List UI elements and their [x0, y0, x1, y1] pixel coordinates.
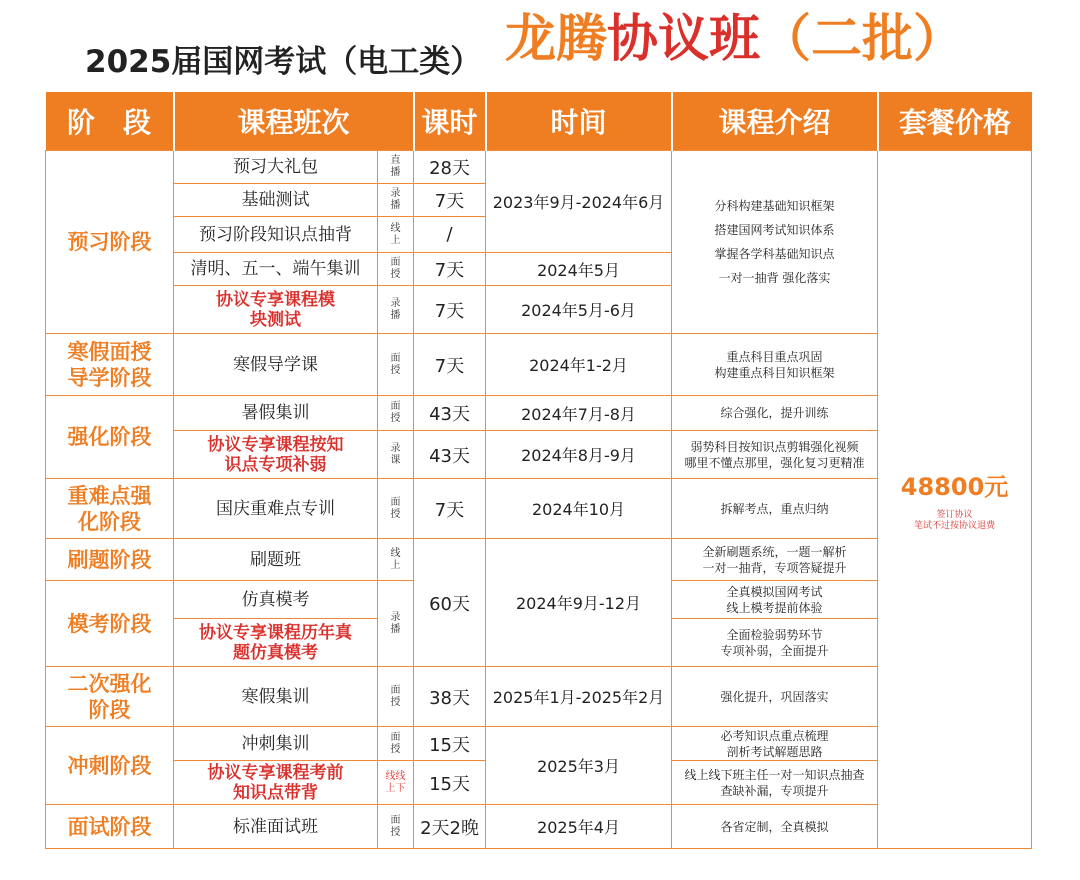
intro-cell: [672, 581, 878, 619]
time-cell: 2024年10月: [486, 479, 672, 539]
course-cell: 清明、五一、端午集训: [174, 253, 378, 286]
course-cell: 仿真模考: [174, 581, 378, 619]
mode-cell: 面授: [378, 805, 414, 849]
hours-cell: 2天2晚: [414, 805, 486, 849]
intro-cell: [672, 667, 878, 727]
page-title: 2025届国网考试（电工类）: [85, 44, 482, 80]
intro-cell: [672, 727, 878, 761]
course-cell-highlight: 协议专享课程模块测试: [174, 286, 378, 334]
course-cell: 标准面试班: [174, 805, 378, 849]
intro-line: 全新刷题系统，一题一解析: [702, 544, 847, 559]
time-cell: 2024年9月-12月: [486, 539, 672, 667]
course-table: [45, 92, 1032, 849]
stage-cell: [46, 334, 174, 396]
mode-cell: 线上: [378, 217, 414, 253]
intro-line: 全真模拟国网考试: [726, 584, 823, 599]
intro-line: 全面检验弱势环节: [726, 627, 823, 642]
stage-cell: [46, 151, 174, 334]
hours-cell: 7天: [414, 479, 486, 539]
mode-cell: 面授: [378, 334, 414, 396]
hours-cell: 15天: [414, 727, 486, 761]
intro-line: 分科构建基础知识框架: [714, 199, 835, 213]
header-intro: 课程介绍: [672, 92, 878, 151]
time-cell: 2024年8月-9月: [486, 431, 672, 479]
intro-line: 剖析考试解题思路: [726, 744, 823, 759]
hours-cell: 7天: [414, 286, 486, 334]
stage-cell: [46, 667, 174, 727]
intro-line: 必考知识点重点梳理: [720, 728, 829, 743]
stage-label: 面试阶段: [67, 814, 152, 839]
intro-line: 拆解考点，重点归纳: [720, 501, 829, 516]
course-cell-highlight: 协议专享课程历年真题仿真模考: [174, 619, 378, 667]
course-cell: 冲刺集训: [174, 727, 378, 761]
stage-label: 模考阶段: [67, 611, 152, 636]
time-cell: 2025年1月-2025年2月: [486, 667, 672, 727]
table-row: [46, 151, 1032, 184]
title-accent-part2: 协议班: [607, 10, 761, 69]
intro-line: 重点科目重点巩固: [726, 349, 823, 364]
intro-cell: [672, 396, 878, 431]
intro-cell: [672, 151, 878, 334]
intro-line: 强化提升，巩固落实: [720, 689, 829, 704]
mode-cell: 面授: [378, 667, 414, 727]
stage-label: 二次强化阶段: [67, 671, 152, 722]
intro-line: 综合强化，提升训练: [720, 406, 829, 420]
stage-cell: [46, 581, 174, 667]
intro-line: 各省定制，全真模拟: [720, 819, 829, 834]
course-cell: 预习阶段知识点抽背: [174, 217, 378, 253]
intro-line: 哪里不懂点那里，强化复习更精准: [684, 455, 865, 470]
stage-label: 冲刺阶段: [67, 753, 152, 778]
intro-line: 一对一抽背 强化落实: [718, 271, 831, 285]
intro-line: 构建重点科目知识框架: [714, 365, 835, 380]
page-title-accent: [505, 10, 964, 70]
course-cell: 暑假集训: [174, 396, 378, 431]
header-price: 套餐价格: [878, 92, 1032, 151]
time-cell: 2024年7月-8月: [486, 396, 672, 431]
price-note-1: 签订协议: [936, 510, 973, 520]
stage-cell: [46, 805, 174, 849]
table-header-row: [46, 92, 1032, 151]
hours-cell: 43天: [414, 396, 486, 431]
stage-label: 刷题阶段: [67, 547, 152, 572]
mode-cell: 录播: [378, 286, 414, 334]
course-cell: 预习大礼包: [174, 151, 378, 184]
course-cell-highlight: 协议专享课程按知识点专项补弱: [174, 431, 378, 479]
hours-cell: 28天: [414, 151, 486, 184]
mode-cell: 录播: [378, 184, 414, 217]
stage-label: 强化阶段: [67, 425, 152, 449]
intro-line: 弱势科目按知识点剪辑强化视频: [690, 439, 859, 454]
time-cell: 2024年5月: [486, 253, 672, 286]
time-cell: 2025年4月: [486, 805, 672, 849]
stage-label: 寒假面授导学阶段: [67, 339, 152, 390]
stage-cell: [46, 479, 174, 539]
mode-cell: 面授: [378, 727, 414, 761]
title-accent-part1: 龙腾: [505, 10, 608, 69]
hours-cell: /: [414, 217, 486, 253]
header-stage: 阶 段: [46, 92, 174, 151]
intro-cell: [672, 334, 878, 396]
header-course: 课程班次: [174, 92, 414, 151]
hours-cell: 7天: [414, 184, 486, 217]
mode-cell: 直播: [378, 151, 414, 184]
hours-cell: 38天: [414, 667, 486, 727]
hours-cell: 60天: [414, 539, 486, 667]
stage-cell: [46, 396, 174, 479]
stage-label: 重难点强化阶段: [67, 483, 152, 534]
intro-line: 掌握各学科基础知识点: [714, 247, 835, 261]
price-note-2: 笔试不过按协议退费: [914, 521, 996, 531]
course-cell: 寒假导学课: [174, 334, 378, 396]
hours-cell: 15天: [414, 761, 486, 805]
intro-cell: [672, 761, 878, 805]
title-accent-part3: （二批）: [760, 10, 965, 69]
mode-cell: 线上: [378, 539, 414, 581]
intro-line: 专项补弱，全面提升: [720, 643, 829, 658]
hours-cell: 7天: [414, 334, 486, 396]
time-cell: 2023年9月-2024年6月: [486, 151, 672, 253]
mode-cell: 面授: [378, 479, 414, 539]
intro-line: 线上线下班主任一对一知识点抽查: [684, 767, 865, 782]
intro-cell: [672, 805, 878, 849]
intro-cell: [672, 431, 878, 479]
stage-cell: [46, 727, 174, 805]
mode-cell: 录课: [378, 431, 414, 479]
mode-cell: 面授: [378, 253, 414, 286]
hours-cell: 43天: [414, 431, 486, 479]
intro-cell: [672, 479, 878, 539]
time-cell: 2024年1-2月: [486, 334, 672, 396]
intro-line: 线上模考提前体验: [726, 600, 823, 615]
intro-line: 搭建国网考试知识体系: [714, 223, 835, 237]
intro-cell: [672, 539, 878, 581]
time-cell: 2025年3月: [486, 727, 672, 805]
header-hours: 课时: [414, 92, 486, 151]
mode-cell: 录播: [378, 581, 414, 667]
course-cell: 国庆重难点专训: [174, 479, 378, 539]
stage-label: 预习阶段: [67, 230, 152, 254]
course-cell: 刷题班: [174, 539, 378, 581]
intro-line: 查缺补漏，专项提升: [720, 783, 829, 798]
price-amount: 48800元: [900, 473, 1009, 501]
time-cell: 2024年5月-6月: [486, 286, 672, 334]
header-time: 时间: [486, 92, 672, 151]
intro-cell: [672, 619, 878, 667]
title-banner: [0, 0, 1080, 92]
course-cell-highlight: 协议专享课程考前知识点带背: [174, 761, 378, 805]
hours-cell: 7天: [414, 253, 486, 286]
mode-cell: 面授: [378, 396, 414, 431]
course-cell: 寒假集训: [174, 667, 378, 727]
course-cell: 基础测试: [174, 184, 378, 217]
mode-cell: 线线上下: [378, 761, 414, 805]
intro-line: 一对一抽背，专项答疑提升: [702, 560, 847, 575]
stage-cell: [46, 539, 174, 581]
price-cell: [878, 151, 1032, 849]
